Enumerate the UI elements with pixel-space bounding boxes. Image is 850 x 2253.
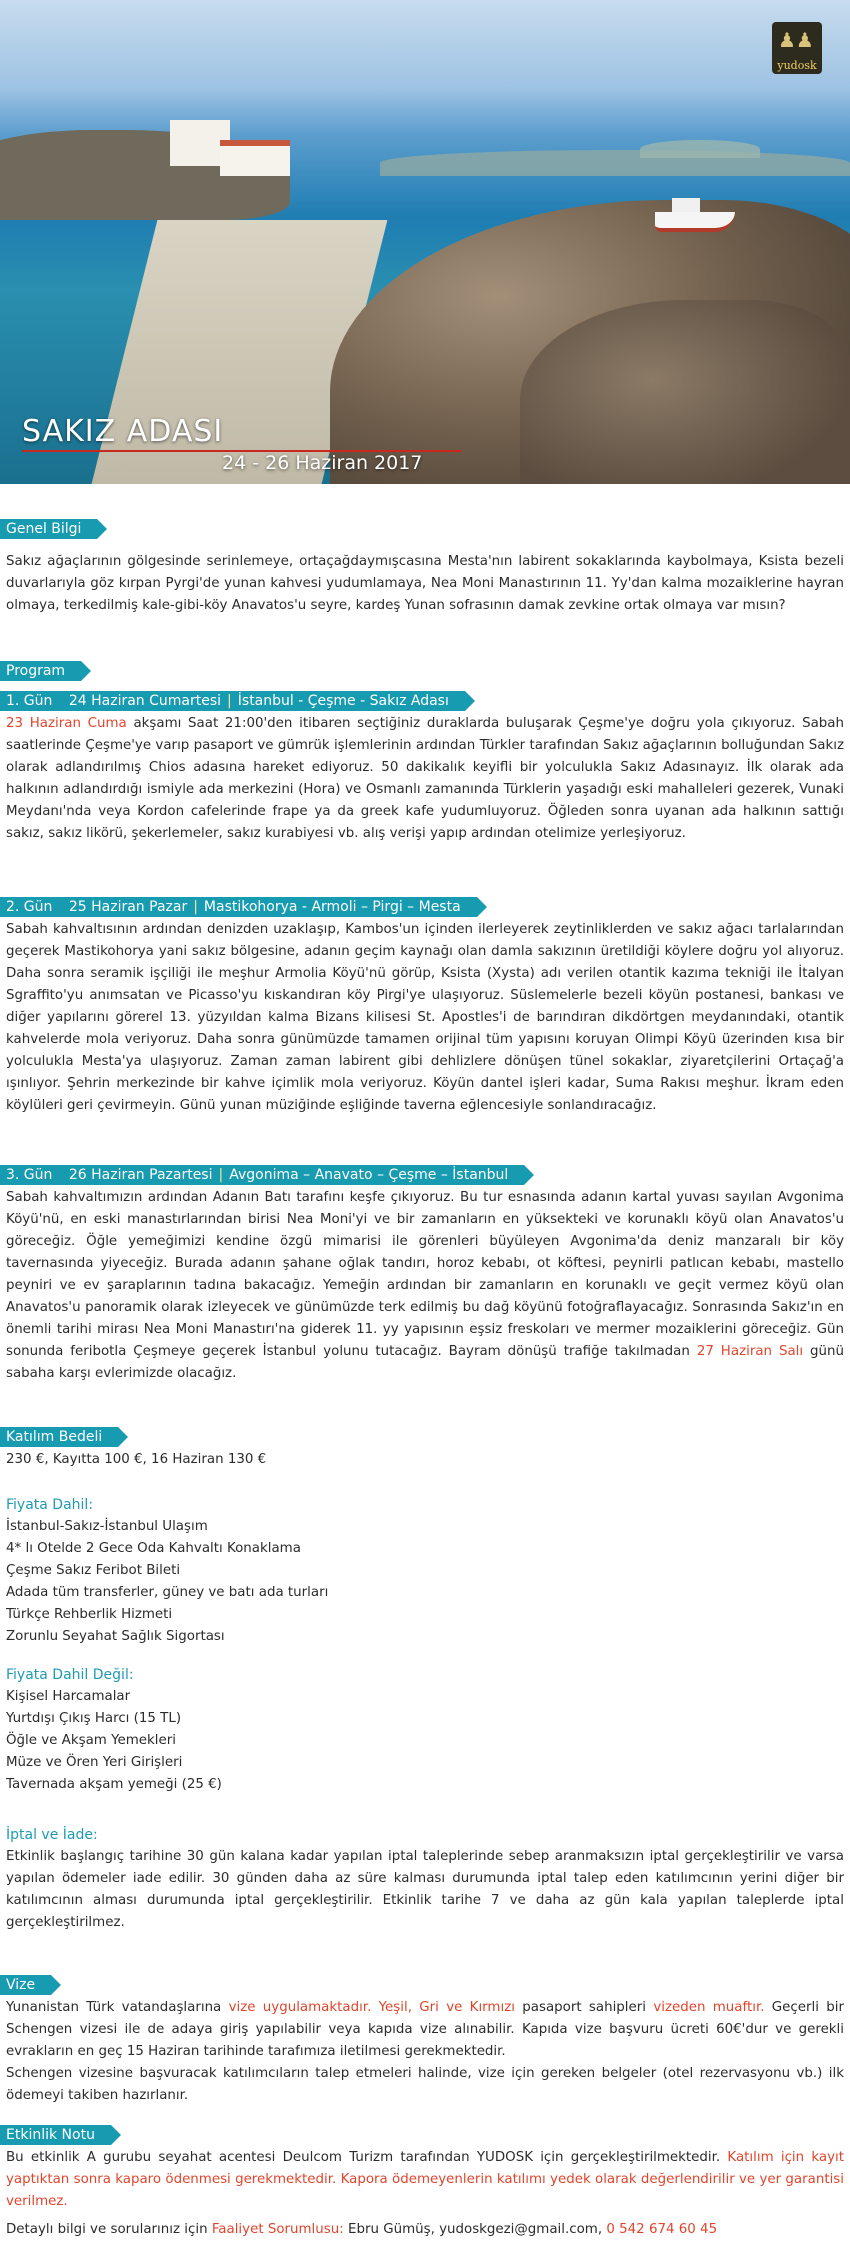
day-heading [0, 691, 465, 711]
list-item: 4* lı Otelde 2 Gece Oda Kahvaltı Konaklama [6, 1541, 301, 1556]
day-heading [0, 1165, 524, 1185]
page-title: SAKIZ ADASI [22, 414, 224, 449]
general-info-text: Sakız ağaçlarının gölgesinde serinlemeye, ortaçağdaymışcasına Mesta'nın labirent sokaklarında kaybolmaya, Ksista bezeli duvarlarıyla göz kırpan Pyrgi'de yunan kahvesi yudumlamaya, Nea Moni Manastırının 11. Yy'dan kalma mozaiklerine hayran olmaya, terkedilmiş kale-gibi-köy Anavatos'u seyre, kardeş Yunan sofrasının damak zevkine ortak olmaya var mısın? [6, 554, 844, 613]
day-heading [0, 897, 477, 917]
trip-dates: 24 - 26 Haziran 2017 [222, 452, 423, 474]
far-hill [380, 150, 850, 176]
excluded-heading: Fiyata Dahil Değil: [6, 1667, 134, 1683]
general-info-section [0, 518, 850, 617]
highlight-date: 27 Haziran Salı [696, 1344, 804, 1359]
list-item: Çeşme Sakız Feribot Bileti [6, 1563, 181, 1578]
day-date: 25 Haziran Pazar [68, 899, 188, 915]
logo-text: yudosk [777, 59, 817, 72]
day-1-section [0, 690, 850, 845]
excluded-section [0, 1664, 850, 1796]
cancel-text: Etkinlik başlangıç tarihine 30 gün kalana kadar yapılan iptal taleplerinde sebep aranmaksızın iptal gerçekleştirilir ve varsa yapılan ödemeler iade edilir. 30 günden daha az süre kalması durumunda iptal talep eden katılımcının yerini diğer bir katılımcının alması durumunda iptal gerçekleştirilir. Etkinlik tarihe 7 ve daha az gün kala yapılan taleplerde iptal gerçekleştirilmez. [6, 1849, 844, 1930]
section-heading: Etkinlik Notu [0, 2125, 111, 2145]
visa-text-part: Geçerli bir Schengen vizesi ile de adaya giriş yapılabilir veya kapıda vize alınabilir. Kapıda vize başvuru ücreti 60€'dur ve gerekli evrakların en geç 15 Haziran tarihinde tarafımıza iletilmesi gerekmektedir. [6, 2000, 844, 2059]
contact-line [0, 2219, 850, 2241]
visa-highlight: vize uygulamaktadır. Yeşil, Gri ve Kırmızı [228, 2000, 515, 2015]
contact-role: Faaliyet Sorumlusu: [211, 2222, 344, 2237]
separator [52, 1167, 68, 1183]
visa-schengen-text: Schengen vizesine başvuracak katılımcıların talep etmeleri halinde, vize için gereken belgeler (otel rezervasyonu vb.) ilk ödemeyi takiben hazırlanır. [6, 2066, 844, 2103]
included-heading: Fiyata Dahil: [6, 1497, 94, 1513]
list-item: Türkçe Rehberlik Hizmeti [6, 1607, 173, 1622]
list-item: Öğle ve Akşam Yemekleri [6, 1733, 176, 1748]
visa-text [0, 1997, 850, 2063]
separator: | [218, 1167, 224, 1183]
day-text [0, 713, 850, 845]
list-item: Kişisel Harcamalar [6, 1689, 131, 1704]
included-list [0, 1516, 850, 1648]
separator [52, 899, 68, 915]
day-3-section [0, 1164, 850, 1385]
section-heading: Genel Bilgi [0, 519, 97, 539]
chapel-roof [220, 140, 290, 176]
list-item: Tavernada akşam yemeği (25 €) [6, 1777, 222, 1792]
day-route: Mastikohorya - Armoli – Pirgi – Mesta [203, 899, 461, 915]
day-body: Sabah kahvaltımızın ardından Adanın Batı tarafını keşfe çıkıyoruz. Bu tur esnasında adanın kartal yuvası sayılan Avgonima Köyü'nü, en eski manastırlarından birisi Nea Moni'yi ve bir zamanların en yüksekteki ve korunaklı köyü olan Anavatos'u göreceğiz. Öğle yemeğimizi kendine özgü mimarisi ile görenleri büyüleyen Avgonima'da deniz manzaralı bir köy tavernasında yiyeceğiz. Burada adanın şahane oğlak tandırı, horoz kebabı, ot köftesi, peynirli patlıcan kebabı, mastello peyniri ve ev şaraplarının tadına bakacağız. Yemeğin ardından bir zamanların en korunaklı ve geçit vermez köyü olan Anavatos'u panoramik olarak izleyecek ve günümüzde terk edilmiş bu dağ köyünü fotoğraflayacağız. Sonrasında Sakız'ın en önemli tarihi mirası Nea Moni Manastırı'na giderek 11. yy yapısının eşsiz freskoları ve mermer mozaiklerini göreceğiz. Gün sonunda feribotla Çeşmeye geçerek İstanbul yolunu tutacağız. Bayram dönüşü trafiğe takılmadan [6, 1190, 844, 1359]
note-text [0, 2147, 850, 2213]
far-hill [640, 140, 760, 158]
section-heading: Vize [0, 1975, 51, 1995]
day-date: 26 Haziran Pazartesi [68, 1167, 213, 1183]
contact-email[interactable]: Ebru Gümüş, yudoskgezi@gmail.com, [343, 2222, 607, 2237]
day-route: Avgonima – Anavato – Çeşme – İstanbul [229, 1167, 509, 1183]
hikers-icon: ♟♟ [778, 28, 814, 52]
note-highlight: Katılım için kayıt yaptıktan sonra kaparo ödenmesi gerekmektedir. Kapora ödemeyenlerin katılımı yedek olarak değerlendirilir ve yer garantisi verilmez. [6, 2150, 844, 2209]
list-item: Adada tüm transferler, güney ve batı ada turları [6, 1585, 329, 1600]
visa-highlight: vizeden muaftır. [653, 2000, 765, 2015]
boat [655, 212, 735, 232]
list-item: Müze ve Ören Yeri Girişleri [6, 1755, 183, 1770]
separator [52, 693, 68, 709]
day-tail: günü sabaha karşı evlerimizde olacağız. [6, 1344, 845, 1381]
visa-text-part: Yunanistan Türk vatandaşlarına [6, 2000, 229, 2015]
list-item: Zorunlu Seyahat Sağlık Sigortası [6, 1629, 225, 1644]
day-text [0, 1187, 850, 1385]
day-text: Sabah kahvaltısının ardından denizden uzaklaşıp, Kambos'un içinden ilerleyerek zeytinliklerden ve sakız ağacı tarlalarından geçerek Mastikohorya yani sakız bölgesine, adanın geçim kaynağı olan damla sakızının üretildiği köylere doğru yol alıyoruz. Daha sonra seramik işçiliği ile meşhur Armolia Köyü'nü görüp, Ksista (Xysta) adı verilen otantik kazıma tekniği ile İtalyan Sgraffito'yu anımsatan ve Picasso'yu kıskandıran köy Pirgi'ye ulaşıyoruz. Süslemelerle bezeli köyün postanesi, bankası ve diğer yapılarını görerel 13. yüzyıldan kalma Bizans kilisesi St. Apostles'i de barındıran dikdörtgen meydanındaki, otantik kahvelerde mola veriyoruz. Daha sonra günümüzde tamamen orijinal tüm yapısını koruyan Olimpi Köyü üzerinden kısa bir yolculukla Mesta'ya ulaşıyoruz. Zaman zaman labirent gibi dehlizlere dönüşen tünel sokaklar, ziyaretçilerini Ortaçağ'a ışınlıyor. Şehrin merkezinde bir kahve içimlik mola veriyoruz. Köyün dantel işleri kadar, Suma Rakısı meşhur. İkram eden köylüleri geri çevirmeyin. Günü yunan müziğinde eşliğinde taverna eğlencesiyle sonlandıracağız. [6, 922, 844, 1113]
day-body: akşamı Saat 21:00'den itibaren seçtiğiniz duraklarda buluşarak Çeşme'ye doğru yola çıkıyoruz. Sabah saatlerinde Çeşme'ye varıp pasaport ve gümrük işlemlerinin ardından Türkler tarafından Sakız ağaçlarının bolluğundan Sakız olarak adlandırılmış Chios adasına hareket ediyoruz. 50 dakikalık keyifli bir yolculukla Sakız Adasınayız. İlk olarak ada halkının adlandırdığı ismiyle ada merkezini (Hora) ve Osmanlı zamanında Türklerin yaşadığı eski mahalleleri gezerek, Vunaki Meydanı'nda veya Kordon cafelerinde frape ya da greek kafe yudumluyoruz. Öğleden sonra uyanan ada halkının sattığı sakız, sakız likörü, şekerlemeler, sakız kurabiyesi vb. alış verişi yapıp ardından otelimize yerleşiyoruz. [6, 716, 844, 841]
note-section [0, 2124, 850, 2241]
cancel-heading: İptal ve İade: [6, 1827, 98, 1843]
program-section [0, 660, 850, 681]
yudosk-logo[interactable] [772, 22, 822, 74]
fee-section [0, 1426, 850, 1471]
highlight-date: 23 Haziran Cuma [6, 716, 127, 731]
cancel-section [0, 1824, 850, 1934]
day-2-section [0, 896, 850, 1117]
visa-text-part: pasaport sahipleri [514, 2000, 654, 2015]
rocks [520, 300, 850, 484]
note-text-part: Bu etkinlik A gurubu seyahat acentesi Deulcom Turizm tarafından YUDOSK için gerçekleştirilmektedir. [6, 2150, 728, 2165]
fee-text: 230 €, Kayıtta 100 €, 16 Haziran 130 € [6, 1452, 267, 1467]
list-item: İstanbul-Sakız-İstanbul Ulaşım [6, 1519, 208, 1534]
hero-banner [0, 0, 850, 484]
day-number: 2. Gün [6, 899, 53, 915]
excluded-list [0, 1686, 850, 1796]
separator: | [227, 693, 232, 709]
contact-phone[interactable]: 0 542 674 60 45 [606, 2222, 718, 2237]
separator: | [193, 899, 198, 915]
boat-cabin [672, 198, 700, 212]
day-number: 1. Gün [6, 693, 53, 709]
included-section [0, 1494, 850, 1648]
day-number: 3. Gün [6, 1167, 53, 1183]
section-heading: Program [0, 661, 81, 681]
section-heading: Katılım Bedeli [0, 1427, 118, 1447]
visa-section [0, 1974, 850, 2107]
day-date: 24 Haziran Cumartesi [68, 693, 222, 709]
list-item: Yurtdışı Çıkış Harcı (15 TL) [6, 1711, 182, 1726]
contact-prefix: Detaylı bilgi ve sorularınız için [6, 2222, 212, 2237]
day-route: İstanbul - Çeşme - Sakız Adası [237, 693, 449, 709]
